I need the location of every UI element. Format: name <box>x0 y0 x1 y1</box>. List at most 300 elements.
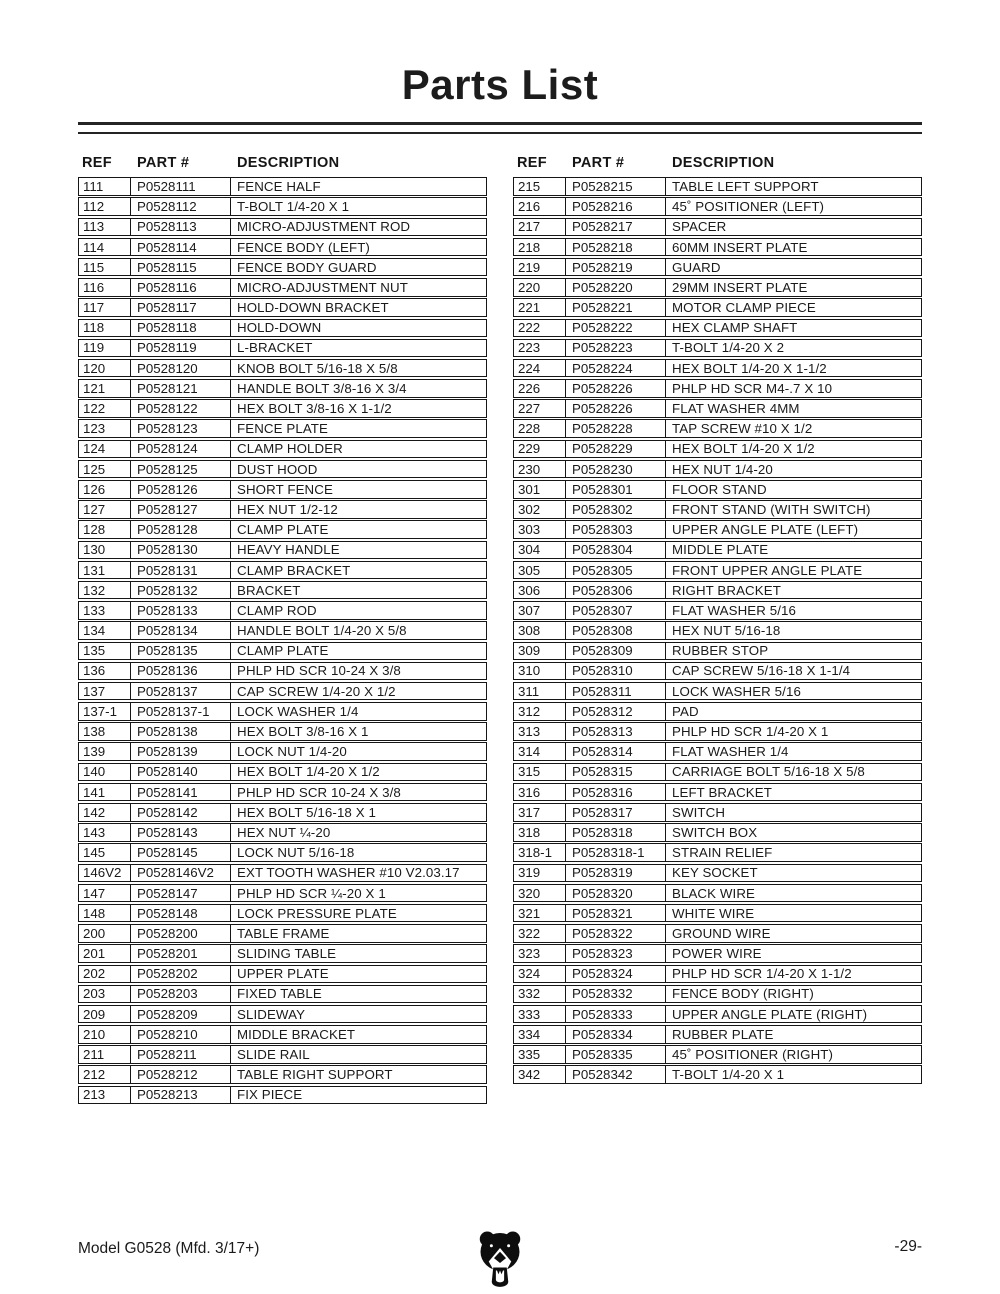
table-row <box>513 500 922 519</box>
table-row <box>513 803 922 822</box>
ref-cell: 209 <box>79 1006 131 1023</box>
description-cell: HEX NUT 1/4-20 <box>672 461 773 477</box>
ref-cell: 137 <box>79 683 131 700</box>
part-number-cell: P0528136 <box>131 663 231 680</box>
description-cell: HOLD-DOWN <box>237 320 322 336</box>
part-number-cell: P0528125 <box>131 461 231 478</box>
ref-cell: 303 <box>514 521 566 538</box>
part-number-cell: P0528332 <box>566 986 666 1003</box>
ref-cell: 117 <box>79 299 131 316</box>
part-number-cell: P0528148 <box>131 905 231 922</box>
ref-cell: 212 <box>79 1066 131 1083</box>
part-number-cell: P0528128 <box>131 521 231 538</box>
description-cell: UPPER ANGLE PLATE (LEFT) <box>672 522 859 538</box>
part-number-cell: P0528311 <box>566 683 666 700</box>
description-cell: BRACKET <box>237 582 301 598</box>
table-row <box>78 339 487 358</box>
ref-cell: 118 <box>79 320 131 337</box>
description-cell: CAP SCREW 5/16-18 X 1-1/4 <box>672 663 851 679</box>
table-row <box>513 379 922 398</box>
column-header-part-number: PART # <box>572 155 625 172</box>
part-number-cell: P0528226 <box>566 400 666 417</box>
table-row <box>513 1025 922 1044</box>
part-number-cell: P0528121 <box>131 380 231 397</box>
part-number-cell: P0528147 <box>131 885 231 902</box>
ref-cell: 316 <box>514 784 566 801</box>
part-number-cell: P0528307 <box>566 602 666 619</box>
part-number-cell: P0528333 <box>566 1006 666 1023</box>
part-number-cell: P0528314 <box>566 743 666 760</box>
ref-cell: 224 <box>514 360 566 377</box>
description-cell: CARRIAGE BOLT 5/16-18 X 5/8 <box>672 764 865 780</box>
description-cell: RUBBER PLATE <box>672 1026 774 1042</box>
table-row <box>78 520 487 539</box>
ref-cell: 116 <box>79 279 131 296</box>
ref-cell: 342 <box>514 1066 566 1083</box>
ref-cell: 324 <box>514 966 566 983</box>
part-number-cell: P0528141 <box>131 784 231 801</box>
ref-cell: 113 <box>79 219 131 236</box>
table-row <box>78 500 487 519</box>
table-row <box>513 359 922 378</box>
table-row <box>78 985 487 1004</box>
part-number-cell: P0528139 <box>131 743 231 760</box>
description-cell: T-BOLT 1/4-20 X 1 <box>672 1067 785 1083</box>
description-cell: PHLP HD SCR 10-24 X 3/8 <box>237 784 401 800</box>
column-header-ref: REF <box>82 155 112 172</box>
part-number-cell: P0528342 <box>566 1066 666 1083</box>
description-cell: FIXED TABLE <box>237 986 322 1002</box>
ref-cell: 141 <box>79 784 131 801</box>
description-cell: L-BRACKET <box>237 340 313 356</box>
ref-cell: 318 <box>514 824 566 841</box>
ref-cell: 221 <box>514 299 566 316</box>
description-cell: SLIDING TABLE <box>237 946 337 962</box>
ref-cell: 119 <box>79 340 131 357</box>
table-row <box>78 258 487 277</box>
description-cell: CLAMP PLATE <box>237 643 329 659</box>
part-number-cell: P0528212 <box>131 1066 231 1083</box>
part-number-cell: P0528301 <box>566 481 666 498</box>
description-cell: FLOOR STAND <box>672 481 767 497</box>
part-number-cell: P0528134 <box>131 622 231 639</box>
ref-cell: 321 <box>514 905 566 922</box>
part-number-cell: P0528146V2 <box>131 865 231 882</box>
part-number-cell: P0528309 <box>566 643 666 660</box>
ref-cell: 334 <box>514 1026 566 1043</box>
table-row <box>78 763 487 782</box>
description-cell: HEX NUT ¼-20 <box>237 824 331 840</box>
description-cell: KEY SOCKET <box>672 865 758 881</box>
part-number-cell: P0528138 <box>131 723 231 740</box>
description-cell: FLAT WASHER 4MM <box>672 401 800 416</box>
ref-cell: 115 <box>79 259 131 276</box>
part-number-cell: P0528113 <box>131 219 231 236</box>
description-cell: 29MM INSERT PLATE <box>672 279 808 295</box>
table-row <box>513 944 922 963</box>
table-header <box>513 155 922 171</box>
description-cell: GUARD <box>672 259 721 275</box>
description-cell: FENCE BODY (RIGHT) <box>672 986 814 1002</box>
table-row <box>78 480 487 499</box>
table-row <box>513 662 922 681</box>
table-row <box>78 662 487 681</box>
ref-cell: 222 <box>514 320 566 337</box>
ref-cell: 114 <box>79 239 131 256</box>
ref-cell: 140 <box>79 764 131 781</box>
table-row <box>513 1065 922 1084</box>
description-cell: PHLP HD SCR 1/4-20 X 1 <box>672 724 829 739</box>
part-number-cell: P0528111 <box>131 178 231 195</box>
table-row <box>513 823 922 842</box>
table-row <box>78 298 487 317</box>
table-row <box>78 884 487 903</box>
part-number-cell: P0528321 <box>566 905 666 922</box>
description-cell: LOCK WASHER 5/16 <box>672 683 801 699</box>
part-number-cell: P0528230 <box>566 461 666 478</box>
description-cell: FRONT UPPER ANGLE PLATE <box>672 562 863 578</box>
ref-cell: 230 <box>514 461 566 478</box>
ref-cell: 312 <box>514 703 566 720</box>
part-number-cell: P0528123 <box>131 420 231 437</box>
description-cell: HANDLE BOLT 3/8-16 X 3/4 <box>237 380 407 396</box>
part-number-cell: P0528143 <box>131 824 231 841</box>
description-cell: 60MM INSERT PLATE <box>672 239 808 255</box>
part-number-cell: P0528224 <box>566 360 666 377</box>
ref-cell: 218 <box>514 239 566 256</box>
ref-cell: 308 <box>514 622 566 639</box>
table-row <box>78 702 487 721</box>
column-header-description: DESCRIPTION <box>237 155 340 172</box>
table-row <box>513 682 922 701</box>
ref-cell: 138 <box>79 723 131 740</box>
ref-cell: 124 <box>79 441 131 458</box>
part-number-cell: P0528229 <box>566 441 666 458</box>
table-row <box>513 843 922 862</box>
table-row <box>78 601 487 620</box>
part-number-cell: P0528217 <box>566 219 666 236</box>
table-row <box>513 985 922 1004</box>
part-number-cell: P0528318-1 <box>566 844 666 861</box>
ref-cell: 131 <box>79 562 131 579</box>
part-number-cell: P0528222 <box>566 320 666 337</box>
description-cell: LOCK PRESSURE PLATE <box>237 905 397 921</box>
part-number-cell: P0528137-1 <box>131 703 231 720</box>
part-number-cell: P0528219 <box>566 259 666 276</box>
part-number-cell: P0528312 <box>566 703 666 720</box>
parts-tables <box>78 155 922 1106</box>
table-row <box>78 642 487 661</box>
table-row <box>513 884 922 903</box>
description-cell: T-BOLT 1/4-20 X 2 <box>672 340 785 356</box>
ref-cell: 147 <box>79 885 131 902</box>
part-number-cell: P0528202 <box>131 966 231 983</box>
part-number-cell: P0528213 <box>131 1087 231 1104</box>
table-row <box>513 742 922 761</box>
description-cell: RUBBER STOP <box>672 643 769 659</box>
part-number-cell: P0528137 <box>131 683 231 700</box>
table-row <box>513 722 922 741</box>
table-row <box>513 864 922 883</box>
table-row <box>513 460 922 479</box>
description-cell: TABLE RIGHT SUPPORT <box>237 1067 393 1083</box>
ref-cell: 335 <box>514 1046 566 1063</box>
ref-cell: 219 <box>514 259 566 276</box>
page-footer <box>78 1238 922 1294</box>
ref-cell: 143 <box>79 824 131 841</box>
description-cell: HEX BOLT 1/4-20 X 1-1/2 <box>672 360 827 376</box>
table-row <box>513 763 922 782</box>
description-cell: PHLP HD SCR ¼-20 X 1 <box>237 885 386 901</box>
description-cell: LEFT BRACKET <box>672 784 772 800</box>
ref-cell: 216 <box>514 198 566 215</box>
ref-cell: 120 <box>79 360 131 377</box>
table-row <box>78 944 487 963</box>
part-number-cell: P0528223 <box>566 340 666 357</box>
table-row <box>78 1045 487 1064</box>
ref-cell: 311 <box>514 683 566 700</box>
ref-cell: 226 <box>514 380 566 397</box>
part-number-cell: P0528221 <box>566 299 666 316</box>
table-row <box>78 561 487 580</box>
table-row <box>78 197 487 216</box>
part-number-cell: P0528127 <box>131 501 231 518</box>
part-number-cell: P0528118 <box>131 320 231 337</box>
description-cell: HEX BOLT 1/4-20 X 1/2 <box>237 764 380 780</box>
description-cell: HEX BOLT 3/8-16 X 1 <box>237 724 369 739</box>
table-row <box>513 520 922 539</box>
description-cell: SPACER <box>672 219 727 235</box>
part-number-cell: P0528306 <box>566 582 666 599</box>
table-row <box>513 319 922 338</box>
table-row <box>78 843 487 862</box>
part-number-cell: P0528310 <box>566 663 666 680</box>
ref-cell: 125 <box>79 461 131 478</box>
description-cell: FENCE PLATE <box>237 421 328 437</box>
page-title: Parts List <box>401 61 599 108</box>
ref-cell: 307 <box>514 602 566 619</box>
ref-cell: 223 <box>514 340 566 357</box>
ref-cell: 203 <box>79 986 131 1003</box>
table-row <box>78 1086 487 1105</box>
table-row <box>78 722 487 741</box>
description-cell: 45˚ POSITIONER (LEFT) <box>672 199 825 215</box>
table-row <box>513 1005 922 1024</box>
table-row <box>513 399 922 418</box>
part-number-cell: P0528323 <box>566 945 666 962</box>
description-cell: MICRO-ADJUSTMENT NUT <box>237 279 408 295</box>
table-row <box>513 278 922 297</box>
table-row <box>78 419 487 438</box>
ref-cell: 134 <box>79 622 131 639</box>
table-row <box>513 581 922 600</box>
ref-cell: 122 <box>79 400 131 417</box>
description-cell: MIDDLE PLATE <box>672 542 769 558</box>
table-row <box>78 924 487 943</box>
part-number-cell: P0528315 <box>566 764 666 781</box>
ref-cell: 201 <box>79 945 131 962</box>
part-number-cell: P0528211 <box>131 1046 231 1063</box>
ref-cell: 306 <box>514 582 566 599</box>
ref-cell: 314 <box>514 743 566 760</box>
part-number-cell: P0528226 <box>566 380 666 397</box>
description-cell: HEAVY HANDLE <box>237 542 340 558</box>
ref-cell: 126 <box>79 481 131 498</box>
part-number-cell: P0528142 <box>131 804 231 821</box>
description-cell: HOLD-DOWN BRACKET <box>237 300 389 316</box>
description-cell: FENCE BODY GUARD <box>237 259 377 275</box>
ref-cell: 301 <box>514 481 566 498</box>
ref-cell: 211 <box>79 1046 131 1063</box>
ref-cell: 202 <box>79 966 131 983</box>
description-cell: EXT TOOTH WASHER #10 V2.03.17 <box>237 865 460 881</box>
part-number-cell: P0528334 <box>566 1026 666 1043</box>
ref-cell: 146V2 <box>79 865 131 882</box>
table-rows <box>78 177 487 1104</box>
description-cell: SLIDEWAY <box>237 1006 306 1022</box>
description-cell: MICRO-ADJUSTMENT ROD <box>237 219 411 235</box>
description-cell: FLAT WASHER 5/16 <box>672 602 797 618</box>
part-number-cell: P0528215 <box>566 178 666 195</box>
ref-cell: 317 <box>514 804 566 821</box>
table-row <box>513 238 922 257</box>
ref-cell: 112 <box>79 198 131 215</box>
table-row <box>78 238 487 257</box>
ref-cell: 121 <box>79 380 131 397</box>
description-cell: MOTOR CLAMP PIECE <box>672 300 816 316</box>
description-cell: CLAMP ROD <box>237 602 317 618</box>
table-header <box>78 155 487 171</box>
description-cell: FLAT WASHER 1/4 <box>672 744 789 760</box>
description-cell: PHLP HD SCR 10-24 X 3/8 <box>237 663 401 679</box>
part-number-cell: P0528200 <box>131 925 231 942</box>
part-number-cell: P0528303 <box>566 521 666 538</box>
table-row <box>78 864 487 883</box>
table-row <box>513 601 922 620</box>
table-row <box>78 581 487 600</box>
ref-cell: 323 <box>514 945 566 962</box>
ref-cell: 111 <box>79 178 131 195</box>
table-row <box>78 460 487 479</box>
ref-cell: 215 <box>514 178 566 195</box>
part-number-cell: P0528126 <box>131 481 231 498</box>
table-row <box>78 440 487 459</box>
part-number-cell: P0528335 <box>566 1046 666 1063</box>
table-row <box>78 823 487 842</box>
table-row <box>513 924 922 943</box>
table-row <box>513 298 922 317</box>
table-row <box>78 177 487 196</box>
part-number-cell: P0528305 <box>566 562 666 579</box>
table-row <box>513 218 922 237</box>
description-cell: SWITCH <box>672 804 726 820</box>
ref-cell: 333 <box>514 1006 566 1023</box>
description-cell: SWITCH BOX <box>672 824 758 840</box>
part-number-cell: P0528140 <box>131 764 231 781</box>
description-cell: LOCK NUT 1/4-20 <box>237 744 347 760</box>
description-cell: RIGHT BRACKET <box>672 582 781 598</box>
description-cell: CAP SCREW 1/4-20 X 1/2 <box>237 683 396 699</box>
grizzly-bear-logo-icon <box>476 1230 524 1290</box>
ref-cell: 309 <box>514 643 566 660</box>
ref-cell: 318-1 <box>514 844 566 861</box>
ref-cell: 130 <box>79 542 131 559</box>
part-number-cell: P0528122 <box>131 400 231 417</box>
description-cell: CLAMP HOLDER <box>237 441 343 457</box>
table-row <box>513 541 922 560</box>
description-cell: LOCK WASHER 1/4 <box>237 703 359 719</box>
description-cell: BLACK WIRE <box>672 885 756 901</box>
part-number-cell: P0528131 <box>131 562 231 579</box>
table-row <box>78 359 487 378</box>
part-number-cell: P0528119 <box>131 340 231 357</box>
part-number-cell: P0528318 <box>566 824 666 841</box>
part-number-cell: P0528308 <box>566 622 666 639</box>
table-row <box>78 399 487 418</box>
table-row <box>78 803 487 822</box>
ref-cell: 322 <box>514 925 566 942</box>
description-cell: MIDDLE BRACKET <box>237 1026 356 1042</box>
description-cell: TABLE LEFT SUPPORT <box>672 178 819 194</box>
ref-cell: 148 <box>79 905 131 922</box>
table-row <box>78 1005 487 1024</box>
table-row <box>78 218 487 237</box>
part-number-cell: P0528133 <box>131 602 231 619</box>
ref-cell: 227 <box>514 400 566 417</box>
table-row <box>78 1065 487 1084</box>
table-row <box>78 904 487 923</box>
part-number-cell: P0528132 <box>131 582 231 599</box>
part-number-cell: P0528203 <box>131 986 231 1003</box>
part-number-cell: P0528114 <box>131 239 231 256</box>
table-row <box>513 480 922 499</box>
ref-cell: 217 <box>514 219 566 236</box>
ref-cell: 200 <box>79 925 131 942</box>
part-number-cell: P0528216 <box>566 198 666 215</box>
description-cell: UPPER PLATE <box>237 966 329 982</box>
part-number-cell: P0528112 <box>131 198 231 215</box>
description-cell: STRAIN RELIEF <box>672 845 773 861</box>
table-row <box>513 339 922 358</box>
title-rule-top <box>78 122 922 125</box>
table-row <box>513 783 922 802</box>
description-cell: KNOB BOLT 5/16-18 X 5/8 <box>237 360 398 376</box>
part-number-cell: P0528220 <box>566 279 666 296</box>
part-number-cell: P0528304 <box>566 542 666 559</box>
page-number: -29- <box>894 1238 922 1255</box>
description-cell: T-BOLT 1/4-20 X 1 <box>237 199 350 215</box>
ref-cell: 210 <box>79 1026 131 1043</box>
description-cell: LOCK NUT 5/16-18 <box>237 845 355 861</box>
table-rows <box>513 177 922 1084</box>
ref-cell: 123 <box>79 420 131 437</box>
description-cell: DUST HOOD <box>237 461 318 477</box>
part-number-cell: P0528210 <box>131 1026 231 1043</box>
part-number-cell: P0528317 <box>566 804 666 821</box>
table-row <box>513 1045 922 1064</box>
description-cell: CLAMP PLATE <box>237 522 329 538</box>
ref-cell: 319 <box>514 865 566 882</box>
description-cell: POWER WIRE <box>672 946 762 962</box>
description-cell: FENCE HALF <box>237 178 321 194</box>
description-cell: 45˚ POSITIONER (RIGHT) <box>672 1047 834 1062</box>
description-cell: HANDLE BOLT 1/4-20 X 5/8 <box>237 623 407 639</box>
column-header-part-number: PART # <box>137 155 190 172</box>
ref-cell: 132 <box>79 582 131 599</box>
parts-table-right <box>513 155 922 1085</box>
ref-cell: 320 <box>514 885 566 902</box>
ref-cell: 133 <box>79 602 131 619</box>
